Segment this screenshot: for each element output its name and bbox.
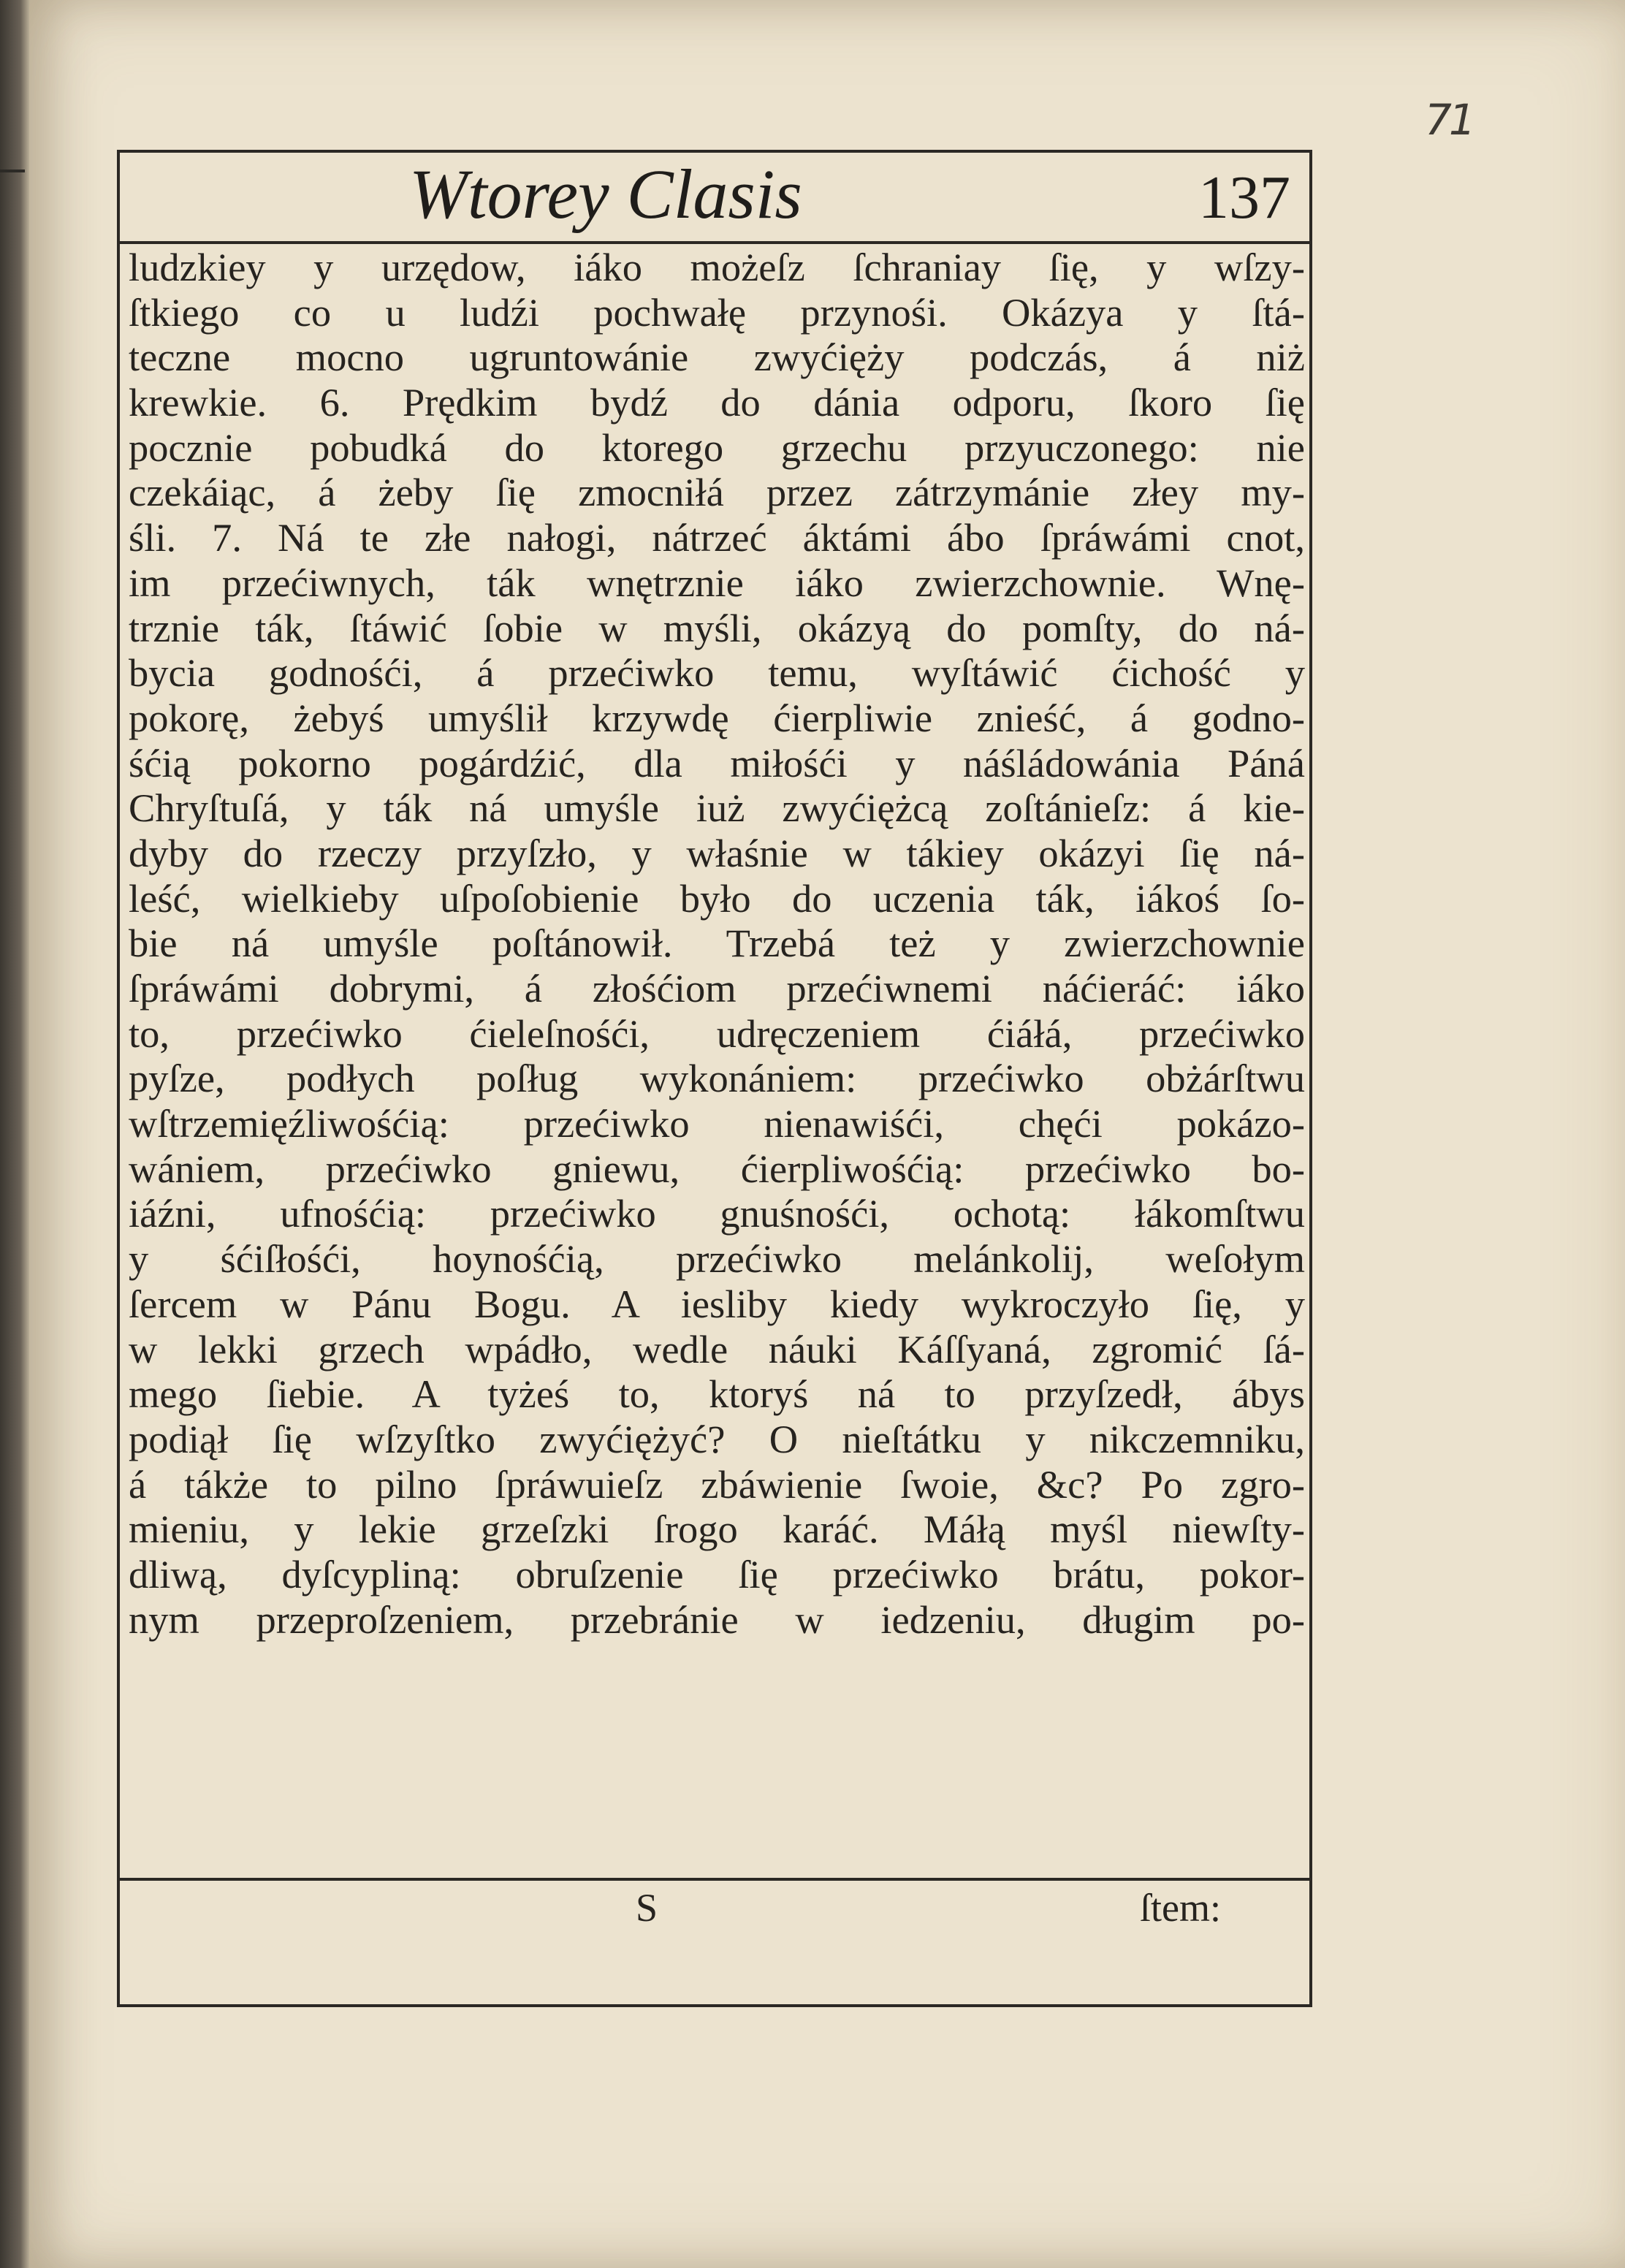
text-line: trznie ták, ſtáwić ſobie w myśli, okázyą do pomſty, do ná- xyxy=(129,605,1305,650)
catchword: ſtem: xyxy=(1140,1886,1221,1930)
signature-mark: S xyxy=(636,1886,658,1930)
text-line: ſtkiego co u ludźi pochwałę przynośi. Okázya y ſtá- xyxy=(129,289,1305,335)
text-line: krewkie. 6. Prędkim bydź do dánia odporu, ſkoro ſię xyxy=(129,380,1305,425)
text-line: dliwą, dyſcypliną: obruſzenie ſię przećiwko brátu, pokor- xyxy=(129,1551,1305,1597)
page-number: 137 xyxy=(1198,164,1290,232)
text-line: pocznie pobudká do ktorego grzechu przyuczonego: nie xyxy=(129,425,1305,470)
text-line: bycia godnośći, á przećiwko temu, wyſtáwić ćichość y xyxy=(129,650,1305,696)
text-line: y śćiſłośći, hoynośćią, przećiwko melánkolij, weſołym xyxy=(129,1236,1305,1282)
text-line: á tákże to pilno ſpráwuieſz zbáwienie ſwoie, &c? Po zgro- xyxy=(129,1461,1305,1507)
text-line: pyſze, podłych poſług wykonániem: przećiwko obżárſtwu xyxy=(129,1056,1305,1101)
handwritten-margin-note: 71 xyxy=(1425,95,1473,145)
header-rule xyxy=(117,241,1312,244)
text-line: podiął ſię wſzyſtko zwyćiężyć? O nieſtátku y nikczemniku, xyxy=(129,1416,1305,1461)
text-line: ludzkiey y urzędow, iáko możeſz ſchraniay ſię, y wſzy- xyxy=(129,245,1305,289)
text-line: pokorę, żebyś umyślił krzywdę ćierpliwie znieść, á godno- xyxy=(129,695,1305,740)
page-gutter xyxy=(0,0,29,2268)
text-line: wániem, przećiwko gniewu, ćierpliwośćią: przećiwko bo- xyxy=(129,1146,1305,1191)
text-line: nym przeproſzeniem, przebránie w iedzeniu, długim po- xyxy=(129,1597,1305,1642)
footer-rule xyxy=(117,1878,1312,1881)
text-line: ſercem w Pánu Bogu. A iesliby kiedy wykroczyło ſię, y xyxy=(129,1281,1305,1326)
text-line: dyby do rzeczy przyſzło, y właśnie w tákiey okázyi ſię ná- xyxy=(129,830,1305,875)
text-line: leść, wielkieby uſpoſobienie było do uczenia ták, iákoś ſo- xyxy=(129,875,1305,921)
margin-mark xyxy=(0,170,25,172)
running-head: Wtorey Clasis xyxy=(409,155,802,233)
text-line: czekáiąc, á żeby ſię zmocniłá przez zátrzymánie złey my- xyxy=(129,470,1305,515)
text-line: śćią pokorno pogárdźić, dla miłośći y náśládowánia Páná xyxy=(129,740,1305,785)
text-line: to, przećiwko ćieleſnośći, udręczeniem ćiáłá, przećiwko xyxy=(129,1011,1305,1056)
text-line: śli. 7. Ná te złe nałogi, nátrzeć áktámi ábo ſpráwámi cnot, xyxy=(129,515,1305,560)
text-line: mego ſiebie. A tyżeś to, ktoryś ná to przyſzedł, ábys xyxy=(129,1371,1305,1417)
text-line: im przećiwnych, ták wnętrznie iáko zwierzchownie. Wnę- xyxy=(129,560,1305,605)
text-line: teczne mocno ugruntowánie zwyćięży podczás, á niż xyxy=(129,335,1305,380)
text-line: iáźni, ufnośćią: przećiwko gnuśnośći, ochotą: łákomſtwu xyxy=(129,1191,1305,1236)
text-line: ſpráwámi dobrymi, á złośćiom przećiwnemi náćieráć: iáko xyxy=(129,966,1305,1011)
text-line: mieniu, y lekie grzeſzki ſrogo karáć. Máłą myśl niewſty- xyxy=(129,1507,1305,1552)
text-line: wſtrzemięźliwośćią: przećiwko nienawiśći, chęći pokázo- xyxy=(129,1101,1305,1146)
text-line: Chryſtuſá, y ták ná umyśle iuż zwyćiężcą zoſtánieſz: á kie- xyxy=(129,785,1305,831)
body-text xyxy=(129,245,1305,1642)
text-line: bie ná umyśle poſtánowił. Trzebá też y zwierzchownie xyxy=(129,921,1305,966)
text-line: w lekki grzech wpádło, wedle náuki Káſſyaná, zgromić ſá- xyxy=(129,1326,1305,1371)
